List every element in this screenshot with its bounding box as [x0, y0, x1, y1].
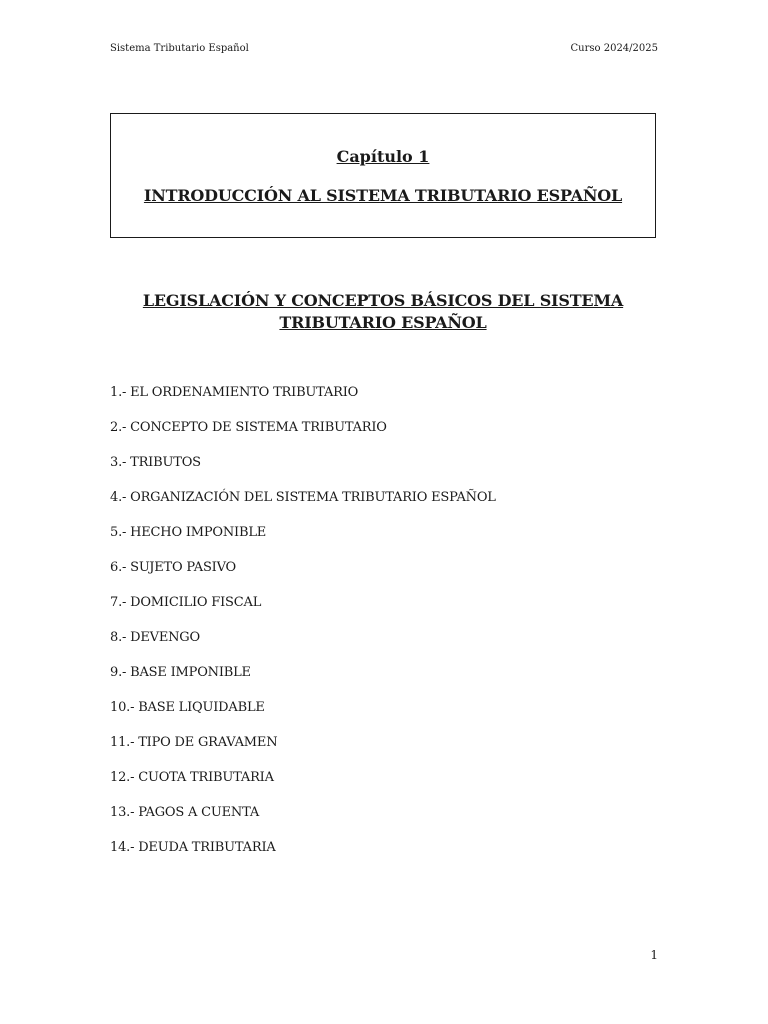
section-title-line-2: TRIBUTARIO ESPAÑOL	[279, 313, 487, 332]
header-course-year: Curso 2024/2025	[570, 43, 658, 54]
topic-item: 4.- ORGANIZACIÓN DEL SISTEMA TRIBUTARIO ESPAÑOL	[110, 490, 496, 505]
topic-item: 8.- DEVENGO	[110, 630, 200, 645]
topic-item: 1.- EL ORDENAMIENTO TRIBUTARIO	[110, 385, 359, 400]
topic-item: 12.- CUOTA TRIBUTARIA	[110, 770, 274, 785]
topic-item: 6.- SUJETO PASIVO	[110, 560, 237, 575]
topic-item: 9.- BASE IMPONIBLE	[110, 665, 251, 680]
section-title-line-1: LEGISLACIÓN Y CONCEPTOS BÁSICOS DEL SISTEMA	[142, 291, 624, 310]
chapter-title-box	[110, 113, 656, 238]
topic-item: 13.- PAGOS A CUENTA	[110, 805, 260, 820]
chapter-label: Capítulo 1	[336, 147, 430, 166]
chapter-title: INTRODUCCIÓN AL SISTEMA TRIBUTARIO ESPAÑOL	[143, 186, 623, 205]
topic-item: 11.- TIPO DE GRAVAMEN	[110, 735, 278, 750]
section-title	[110, 290, 656, 334]
topic-list	[110, 384, 496, 874]
page-number: 1	[650, 948, 658, 962]
topic-item: 14.- DEUDA TRIBUTARIA	[110, 840, 276, 855]
header-course-name: Sistema Tributario Español	[110, 43, 249, 54]
topic-item: 5.- HECHO IMPONIBLE	[110, 525, 267, 540]
topic-item: 10.- BASE LIQUIDABLE	[110, 700, 265, 715]
topic-item: 3.- TRIBUTOS	[110, 455, 201, 470]
topic-item: 2.- CONCEPTO DE SISTEMA TRIBUTARIO	[110, 420, 387, 435]
topic-item: 7.- DOMICILIO FISCAL	[110, 595, 262, 610]
